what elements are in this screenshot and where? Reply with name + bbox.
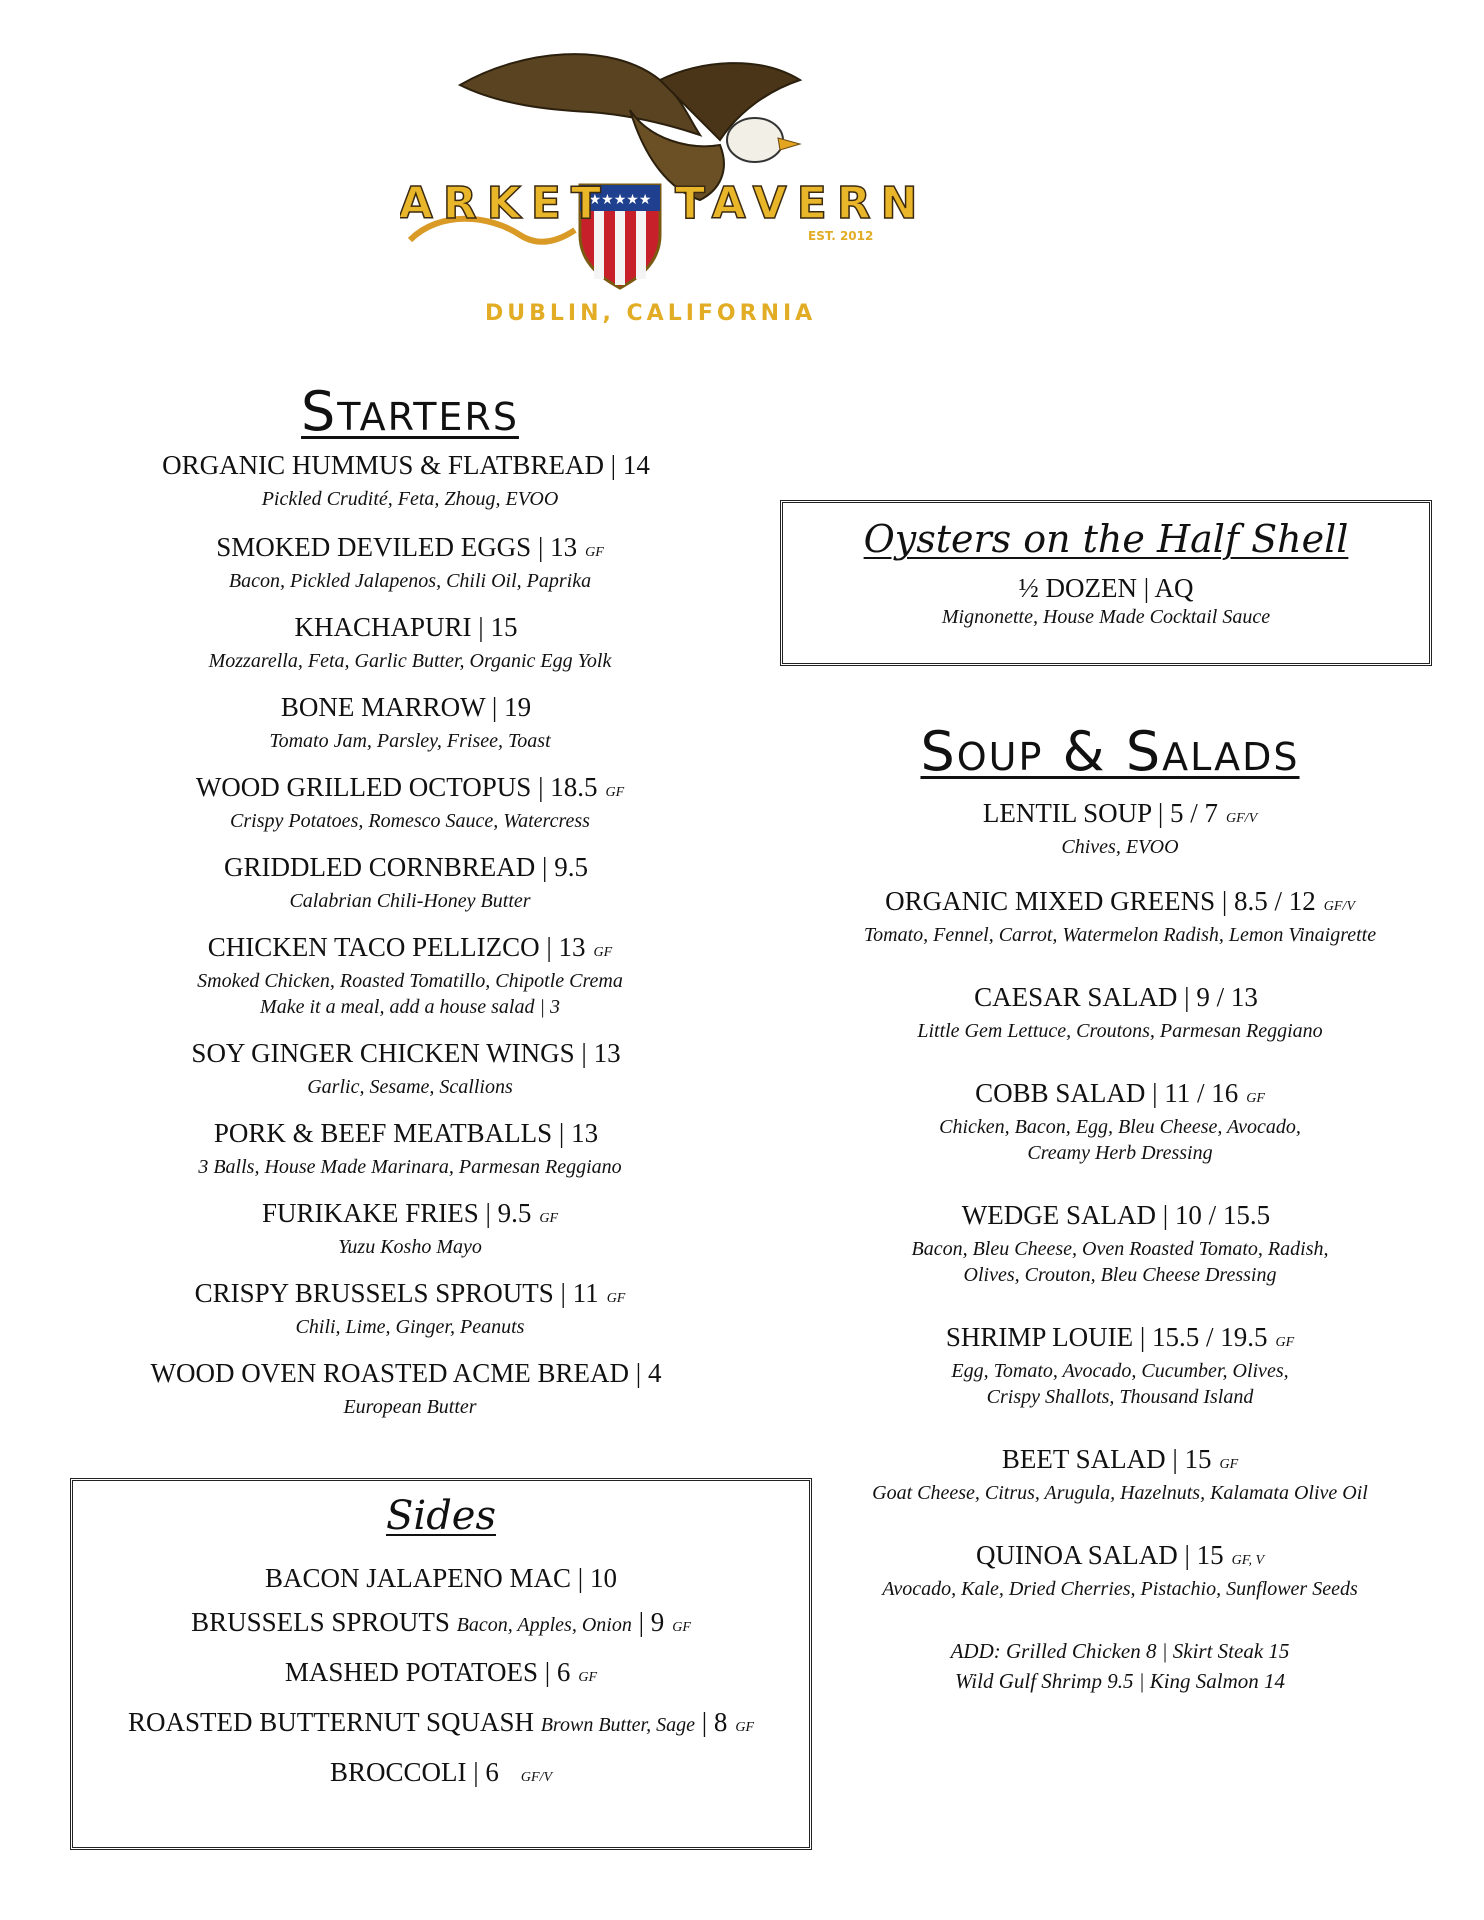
item-desc: European Butter xyxy=(343,1396,477,1418)
item-name: PORK & BEEF MEATBALLS | 13 xyxy=(213,1118,599,1148)
est-year: EST. 2012 xyxy=(808,229,874,243)
menu-item xyxy=(50,1198,770,1278)
side-price: | 9 xyxy=(638,1607,665,1637)
eagle-head xyxy=(727,118,783,162)
diet-tag: GF xyxy=(735,1720,755,1735)
side-item xyxy=(73,1705,809,1745)
diet-tag: GF, V xyxy=(1231,1553,1265,1568)
item-desc: Tomato Jam, Parsley, Frisee, Toast xyxy=(269,730,551,752)
item-name: LENTIL SOUP | 5 / 7 xyxy=(982,798,1219,828)
menu-item xyxy=(820,1322,1420,1444)
diet-tag: GF xyxy=(672,1620,691,1635)
soup-salads-list xyxy=(820,798,1420,1696)
menu-item xyxy=(50,1038,770,1118)
menu-item xyxy=(50,932,770,1038)
diet-tag: GF/V xyxy=(1226,811,1258,826)
side-name: MASHED POTATOES | 6 xyxy=(284,1657,571,1687)
item-name: ORGANIC MIXED GREENS | 8.5 / 12 xyxy=(885,886,1316,916)
add-ons-line-2: Wild Gulf Shrimp 9.5 | King Salmon 14 xyxy=(954,1669,1286,1693)
item-desc-extra: Olives, Crouton, Bleu Cheese Dressing xyxy=(963,1264,1277,1286)
diet-tag: GF/V xyxy=(1323,899,1355,914)
item-desc: Chicken, Bacon, Egg, Bleu Cheese, Avocado, xyxy=(939,1116,1301,1138)
shield-stripe xyxy=(615,211,625,285)
item-desc-extra: Creamy Herb Dressing xyxy=(1027,1142,1213,1164)
item-desc: Pickled Crudité, Feta, Zhoug, EVOO xyxy=(261,488,559,510)
item-desc: Egg, Tomato, Avocado, Cucumber, Olives, xyxy=(951,1360,1289,1382)
side-item xyxy=(73,1561,809,1595)
item-desc: Smoked Chicken, Roasted Tomatillo, Chipotle Crema xyxy=(197,970,623,992)
item-name: FURIKAKE FRIES | 9.5 xyxy=(261,1198,532,1228)
side-name: BACON JALAPENO MAC | 10 xyxy=(265,1563,617,1593)
menu-item xyxy=(820,1200,1420,1322)
side-item xyxy=(73,1605,809,1645)
item-name: CHICKEN TACO PELLIZCO | 13 xyxy=(207,932,586,962)
diet-tag: GF xyxy=(539,1211,559,1226)
menu-item xyxy=(50,532,770,612)
svg-text:★★★★★: ★★★★★ xyxy=(588,192,652,208)
menu-item xyxy=(50,450,770,532)
oysters-heading: Oysters on the Half Shell xyxy=(863,517,1349,561)
soup-salads-heading: Soup & Salads xyxy=(920,720,1300,783)
starters-list xyxy=(50,450,770,1418)
side-name: BROCCOLI | 6 xyxy=(329,1757,499,1787)
diet-tag: GF xyxy=(605,785,625,800)
menu-item xyxy=(50,1118,770,1198)
shield-stripe xyxy=(636,211,646,279)
item-desc: Bacon, Bleu Cheese, Oven Roasted Tomato, Radish, xyxy=(911,1238,1329,1260)
item-name: CAESAR SALAD | 9 / 13 xyxy=(974,982,1258,1012)
item-desc-extra: Make it a meal, add a house salad | 3 xyxy=(260,996,560,1018)
item-desc: Crispy Potatoes, Romesco Sauce, Watercress xyxy=(230,810,590,832)
item-name: WOOD OVEN ROASTED ACME BREAD | 4 xyxy=(150,1358,662,1388)
item-desc: 3 Balls, House Made Marinara, Parmesan Reggiano xyxy=(198,1156,622,1178)
eagle-logo-graphic xyxy=(400,40,1090,340)
menu-item xyxy=(50,692,770,772)
menu-item xyxy=(820,982,1420,1078)
item-desc: Tomato, Fennel, Carrot, Watermelon Radish, Lemon Vinaigrette xyxy=(863,924,1377,946)
item-name: QUINOA SALAD | 15 xyxy=(975,1540,1224,1570)
item-desc: Garlic, Sesame, Scallions xyxy=(307,1076,513,1098)
menu-item xyxy=(50,1358,770,1418)
menu-item xyxy=(820,1540,1420,1636)
brand-tavern: TAVERN xyxy=(675,178,928,229)
menu-item xyxy=(50,772,770,852)
menu-item xyxy=(50,1278,770,1358)
add-ons-line-1: ADD: Grilled Chicken 8 | Skirt Steak 15 xyxy=(950,1639,1290,1663)
brand-market: ARKET xyxy=(400,178,611,229)
diet-tag: GF xyxy=(585,545,604,560)
item-desc: Avocado, Kale, Dried Cherries, Pistachio, Sunflower Seeds xyxy=(882,1578,1358,1600)
oysters-item: ½ DOZEN | AQ xyxy=(1018,573,1194,603)
diet-tag: GF xyxy=(1219,1457,1239,1472)
item-name: KHACHAPURI | 15 xyxy=(294,612,518,642)
item-name: SMOKED DEVILED EGGS | 13 xyxy=(216,532,578,562)
side-price: | 8 xyxy=(701,1707,728,1737)
menu-item xyxy=(50,612,770,692)
item-desc: Calabrian Chili-Honey Butter xyxy=(289,890,531,912)
item-name: CRISPY BRUSSELS SPROUTS | 11 xyxy=(194,1278,599,1308)
market-tavern-logo xyxy=(400,40,1090,340)
item-name: GRIDDLED CORNBREAD | 9.5 xyxy=(224,852,588,882)
item-name: SHRIMP LOUIE | 15.5 / 19.5 xyxy=(945,1322,1268,1352)
menu-item xyxy=(820,1444,1420,1540)
item-name: SOY GINGER CHICKEN WINGS | 13 xyxy=(191,1038,621,1068)
item-name: BONE MARROW | 19 xyxy=(280,692,532,722)
diet-tag: GF/V xyxy=(520,1770,553,1785)
sides-box xyxy=(70,1478,812,1850)
item-name: WEDGE SALAD | 10 / 15.5 xyxy=(961,1200,1271,1230)
item-desc: Chili, Lime, Ginger, Peanuts xyxy=(295,1316,525,1338)
diet-tag: GF xyxy=(593,945,613,960)
side-item xyxy=(73,1655,809,1695)
item-name: WOOD GRILLED OCTOPUS | 18.5 xyxy=(195,772,598,802)
side-name: BRUSSELS SPROUTS xyxy=(191,1607,450,1637)
diet-tag: GF xyxy=(1246,1091,1265,1106)
side-inline-desc: Brown Butter, Sage xyxy=(540,1714,695,1736)
menu-item xyxy=(50,852,770,932)
eagle-beak xyxy=(778,138,800,150)
menu-item xyxy=(820,798,1420,886)
location: DUBLIN, CALIFORNIA xyxy=(485,301,817,326)
menu-item xyxy=(820,886,1420,982)
menu-item xyxy=(820,1078,1420,1200)
oysters-desc: Mignonette, House Made Cocktail Sauce xyxy=(941,606,1271,628)
sides-heading: Sides xyxy=(386,1493,496,1539)
item-desc: Little Gem Lettuce, Croutons, Parmesan Reggiano xyxy=(917,1020,1323,1042)
item-name: BEET SALAD | 15 xyxy=(1001,1444,1212,1474)
starters-heading: Starters xyxy=(301,380,519,443)
diet-tag: GF xyxy=(578,1670,598,1685)
item-desc: Mozzarella, Feta, Garlic Butter, Organic Egg Yolk xyxy=(208,650,612,672)
eagle-left-wing xyxy=(460,54,700,135)
item-name: COBB SALAD | 11 / 16 xyxy=(975,1078,1239,1108)
side-name: ROASTED BUTTERNUT SQUASH xyxy=(127,1707,534,1737)
item-desc: Chives, EVOO xyxy=(1061,836,1179,858)
side-inline-desc: Bacon, Apples, Onion xyxy=(456,1614,632,1636)
item-desc: Yuzu Kosho Mayo xyxy=(338,1236,482,1258)
item-desc-extra: Crispy Shallots, Thousand Island xyxy=(986,1386,1254,1408)
item-name: ORGANIC HUMMUS & FLATBREAD | 14 xyxy=(162,450,650,480)
diet-tag: GF xyxy=(1275,1335,1295,1350)
diet-tag: GF xyxy=(606,1291,626,1306)
item-desc: Goat Cheese, Citrus, Arugula, Hazelnuts, Kalamata Olive Oil xyxy=(872,1482,1368,1504)
side-item xyxy=(73,1755,809,1795)
item-desc: Bacon, Pickled Jalapenos, Chili Oil, Paprika xyxy=(228,570,592,592)
oysters-box xyxy=(780,500,1432,666)
